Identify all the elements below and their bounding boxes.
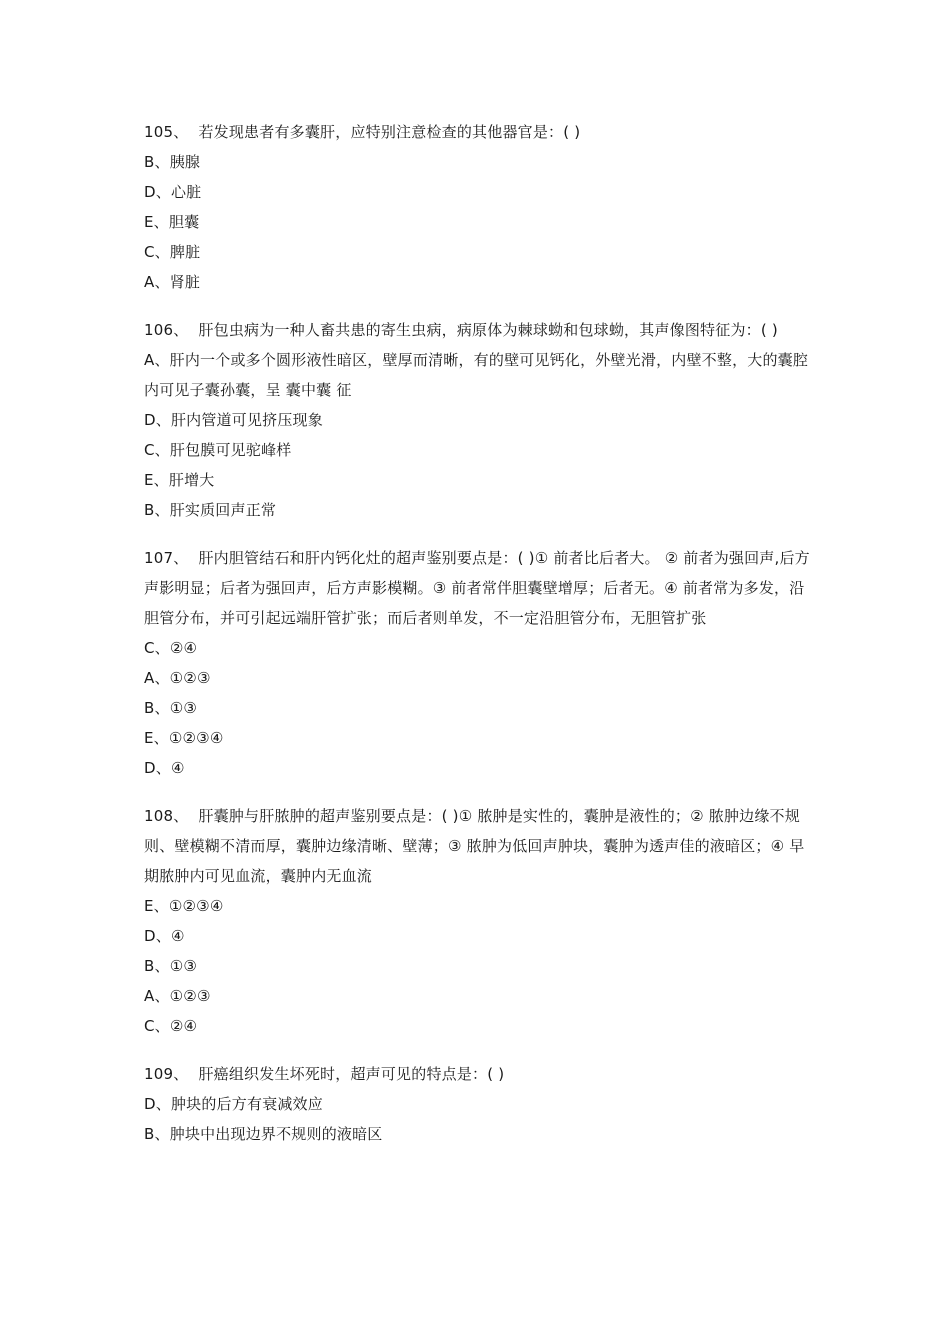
question-stem bbox=[144, 801, 810, 891]
question-text: 肝包虫病为一种人畜共患的寄生虫病，病原体为棘球蚴和包球蚴，其声像图特征为：( ) bbox=[198, 321, 778, 339]
question-105 bbox=[144, 117, 810, 297]
question-number: 109、 bbox=[144, 1065, 189, 1083]
document-page bbox=[144, 117, 810, 1167]
answer-option: C、肝包膜可见驼峰样 bbox=[144, 441, 292, 459]
question-109 bbox=[144, 1059, 810, 1149]
question-stem bbox=[144, 543, 810, 633]
answer-option: B、肿块中出现边界不规则的液暗区 bbox=[144, 1125, 383, 1143]
answer-option: D、肝内管道可见挤压现象 bbox=[144, 411, 323, 429]
answer-option: D、心脏 bbox=[144, 183, 202, 201]
answer-option: C、脾脏 bbox=[144, 243, 201, 261]
answer-option: D、肿块的后方有衰减效应 bbox=[144, 1095, 323, 1113]
question-stem bbox=[144, 1059, 810, 1089]
question-number: 108、 bbox=[144, 807, 189, 825]
answer-option: E、肝增大 bbox=[144, 471, 215, 489]
question-number: 107、 bbox=[144, 549, 189, 567]
answer-option: C、②④ bbox=[144, 639, 198, 657]
question-stem bbox=[144, 117, 810, 147]
answer-option: B、胰腺 bbox=[144, 153, 201, 171]
question-107 bbox=[144, 543, 810, 783]
answer-option: B、①③ bbox=[144, 699, 197, 717]
answer-option: D、④ bbox=[144, 759, 185, 777]
answer-option: E、①②③④ bbox=[144, 897, 224, 915]
question-number: 106、 bbox=[144, 321, 189, 339]
question-text: 肝内胆管结石和肝内钙化灶的超声鉴别要点是：( )① 前者比后者大。 ② 前者为强回声,后方声影明显；后者为强回声，后方声影模糊。③ 前者常伴胆囊壁增厚；后者无。④ 前者常为多发，沿胆管分布，并可引起远端肝管扩张；而后者则单发，不一定沿胆管分布，无胆管扩张 bbox=[144, 549, 810, 627]
answer-option: B、肝实质回声正常 bbox=[144, 501, 277, 519]
answer-option: E、①②③④ bbox=[144, 729, 224, 747]
answer-option: A、①②③ bbox=[144, 987, 211, 1005]
question-108 bbox=[144, 801, 810, 1041]
question-stem bbox=[144, 315, 810, 345]
answer-option: D、④ bbox=[144, 927, 185, 945]
question-text: 肝囊肿与肝脓肿的超声鉴别要点是：( )① 脓肿是实性的，囊肿是液性的；② 脓肿边缘不规则、壁模糊不清而厚，囊肿边缘清晰、壁薄；③ 脓肿为低回声肿块，囊肿为透声佳的液暗区；④ 早期脓肿内可见血流，囊肿内无血流 bbox=[144, 807, 805, 885]
answer-option: A、①②③ bbox=[144, 669, 211, 687]
question-number: 105、 bbox=[144, 123, 189, 141]
answer-option: B、①③ bbox=[144, 957, 197, 975]
answer-option: A、肝内一个或多个圆形液性暗区，壁厚而清晰，有的壁可见钙化，外壁光滑，内壁不整，大的囊腔内可见子囊孙囊，呈 囊中囊 征 bbox=[144, 351, 809, 399]
answer-option: A、肾脏 bbox=[144, 273, 201, 291]
answer-option: C、②④ bbox=[144, 1017, 198, 1035]
answer-option: E、胆囊 bbox=[144, 213, 200, 231]
question-text: 肝癌组织发生坏死时，超声可见的特点是：( ) bbox=[198, 1065, 505, 1083]
question-106 bbox=[144, 315, 810, 525]
question-text: 若发现患者有多囊肝，应特别注意检查的其他器官是：( ) bbox=[198, 123, 581, 141]
